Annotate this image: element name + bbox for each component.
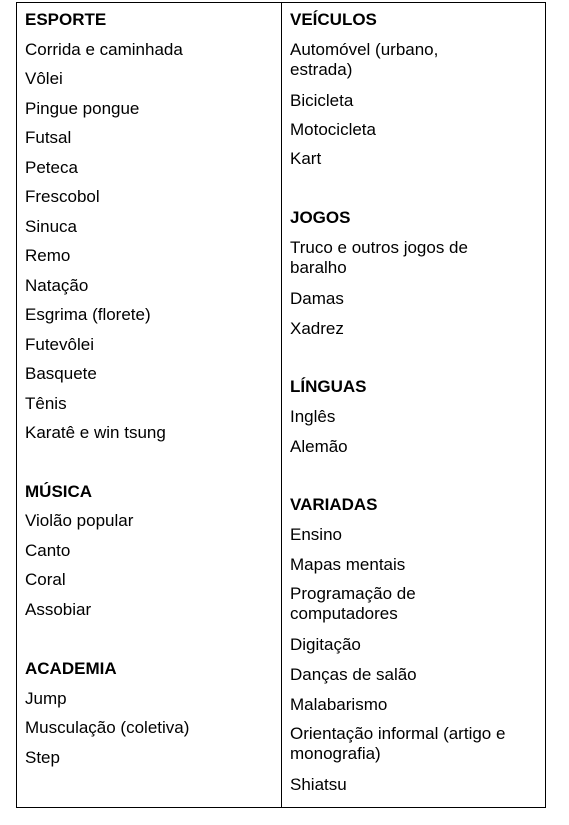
list-item: Orientação informal (artigo e monografia)	[290, 724, 506, 763]
list-item: Violão popular	[25, 511, 134, 530]
list-item: Karatê e win tsung	[25, 423, 166, 442]
list-item: Futsal	[25, 128, 72, 147]
list-item: Alemão	[290, 437, 348, 456]
list-item: Basquete	[25, 364, 97, 383]
list-item: Inglês	[290, 407, 336, 426]
list-item: Natação	[25, 276, 89, 295]
list-item: Peteca	[25, 158, 78, 177]
list-item: Mapas mentais	[290, 555, 406, 574]
list-item: Frescobol	[25, 187, 100, 206]
list-item: Ensino	[290, 525, 342, 544]
list-item: Esgrima (florete)	[25, 305, 151, 324]
list-item: Coral	[25, 570, 66, 589]
list-item: Damas	[290, 289, 344, 308]
list-item: Shiatsu	[290, 775, 347, 794]
list-item: Truco e outros jogos de baralho	[290, 238, 468, 277]
section-heading-veiculos: VEÍCULOS	[290, 10, 377, 29]
list-item: Jump	[25, 689, 67, 708]
list-item: Step	[25, 748, 60, 767]
list-item: Kart	[290, 149, 322, 168]
column-divider	[281, 3, 282, 807]
list-item: Vôlei	[25, 69, 63, 88]
section-heading-academia: ACADEMIA	[25, 659, 117, 678]
section-heading-jogos: JOGOS	[290, 208, 351, 227]
list-item: Tênis	[25, 394, 67, 413]
list-item: Sinuca	[25, 217, 77, 236]
section-heading-linguas: LÍNGUAS	[290, 377, 367, 396]
activities-table	[16, 2, 546, 808]
list-item: Xadrez	[290, 319, 344, 338]
list-item: Motocicleta	[290, 120, 376, 139]
section-heading-musica: MÚSICA	[25, 482, 93, 501]
list-item: Programação de computadores	[290, 584, 416, 623]
list-item: Remo	[25, 246, 71, 265]
list-item: Malabarismo	[290, 695, 388, 714]
list-item: Bicicleta	[290, 91, 354, 110]
list-item: Corrida e caminhada	[25, 40, 183, 59]
section-heading-esporte: ESPORTE	[25, 10, 107, 29]
list-item: Pingue pongue	[25, 99, 140, 118]
section-heading-variadas: VARIADAS	[290, 495, 378, 514]
list-item: Canto	[25, 541, 71, 560]
list-item: Musculação (coletiva)	[25, 718, 190, 737]
list-item: Automóvel (urbano, estrada)	[290, 40, 439, 79]
list-item: Danças de salão	[290, 665, 417, 684]
list-item: Futevôlei	[25, 335, 94, 354]
list-item: Digitação	[290, 635, 361, 654]
list-item: Assobiar	[25, 600, 92, 619]
